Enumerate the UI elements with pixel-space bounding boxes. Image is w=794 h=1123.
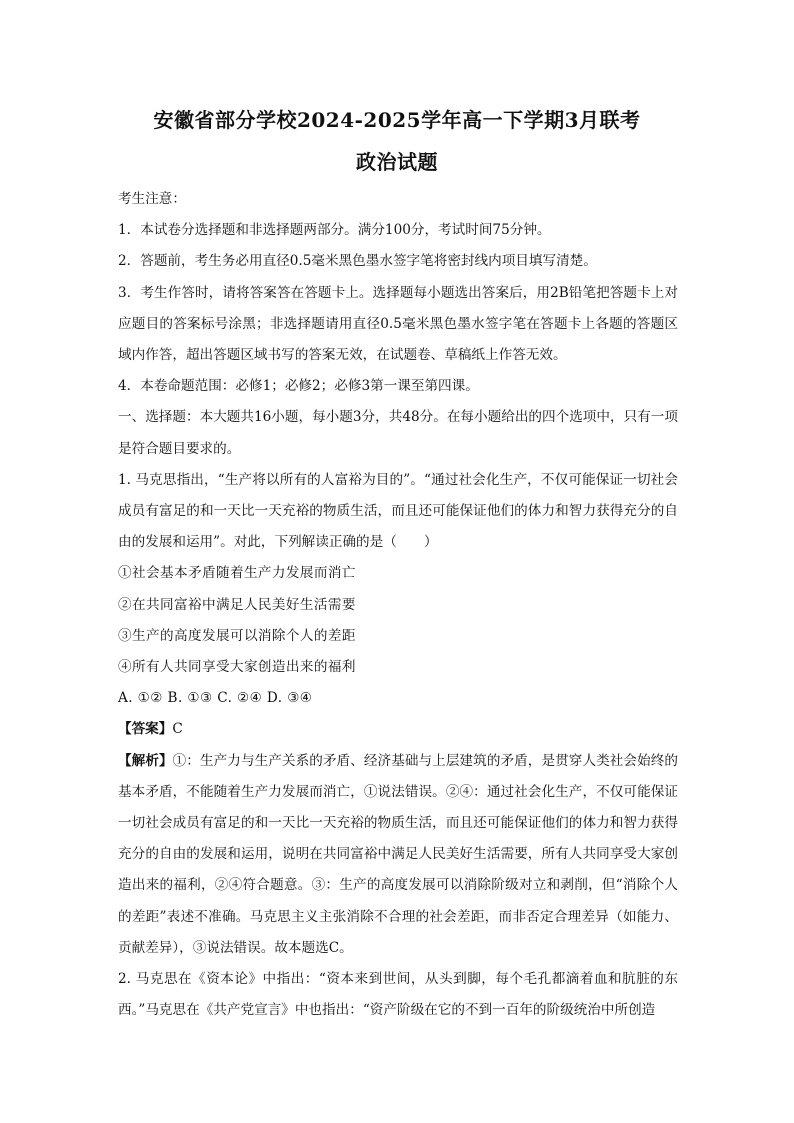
analysis-text: ①：生产力与生产关系的矛盾、经济基础与上层建筑的矛盾，是贯穿人类社会始终的基本矛盾，不能随着生产力发展而消亡，①说法错误。②④：通过社会化生产，不仅可能保证一切社会成员有富足的和一天比一天充裕的物质生活，而且还可能保证他们的体力和智力获得充分的自由的发展和运用，说明在共同富裕中满足人民美好生活需要，所有人共同享受大家创造出来的福利，②④符合题意。③：生产的高度发展可以消除阶级对立和剥削，但“消除个人的差距”表述不准确。马克思主义主张消除不合理的社会差距，而非否定合理差异（如能力、贡献差异），③说法错误。故本题选C。 [118, 752, 678, 956]
answer-value: C [172, 721, 183, 738]
question-1-answer [118, 714, 678, 745]
notice-item-1: 1．本试卷分选择题和非选择题两部分。满分100分，考试时间75分钟。 [118, 222, 551, 239]
question-2-stem: 2. 马克思在《资本论》中指出：“资本来到世间，从头到脚，每个毛孔都滴着血和肮脏的东西。”马克思在《共产党宣言》中也指出：“资产阶级在它的不到一百年的阶级统治中所创造 [118, 971, 678, 1019]
notice-item-4: 4．本卷命题范围：必修1；必修2；必修3第一课至第四课。 [118, 378, 479, 395]
question-1-item-1: ①社会基本矛盾随着生产力发展而消亡 [118, 565, 356, 582]
exam-subtitle: 政治试题 [356, 150, 438, 174]
question-1-item-2: ②在共同富裕中满足人民美好生活需要 [118, 596, 356, 613]
question-1-choices: A. ①② B. ①③ C. ②④ D. ③④ [118, 690, 313, 707]
exam-title: 安徽省部分学校2024-2025学年高一下学期3月联考 [153, 108, 641, 132]
question-1-item-4: ④所有人共同享受大家创造出来的福利 [118, 659, 356, 676]
section-heading: 一、选择题：本大题共16小题，每小题3分，共48分。在每小题给出的四个选项中，只有一项是符合题目要求的。 [118, 409, 678, 457]
answer-label: 【答案】 [118, 721, 173, 738]
analysis-label: 【解析】 [118, 752, 173, 769]
notice-heading: 考生注意： [118, 191, 186, 207]
notice-item-2: 2．答题前，考生务必用直径0.5毫米黑色墨水签字笔将密封线内项目填写清楚。 [118, 253, 597, 270]
question-1-analysis [118, 746, 678, 964]
question-1-item-3: ③生产的高度发展可以消除个人的差距 [118, 627, 356, 644]
document-body [118, 184, 678, 1026]
question-1-stem: 1. 马克思指出，“生产将以所有的人富裕为目的”。“通过社会化生产，不仅可能保证一切社会成员有富足的和一天比一天充裕的物质生活，而且还可能保证他们的体力和智力获得充分的自由的发展和运用”。对此，下列解读正确的是（ ） [118, 471, 678, 551]
notice-item-3: 3．考生作答时，请将答案答在答题卡上。选择题每小题选出答案后，用2B铅笔把答题卡上对应题目的答案标号涂黑；非选择题请用直径0.5毫米黑色墨水签字笔在答题卡上各题的答题区域内作答，超出答题区域书写的答案无效，在试题卷、草稿纸上作答无效。 [118, 284, 678, 364]
